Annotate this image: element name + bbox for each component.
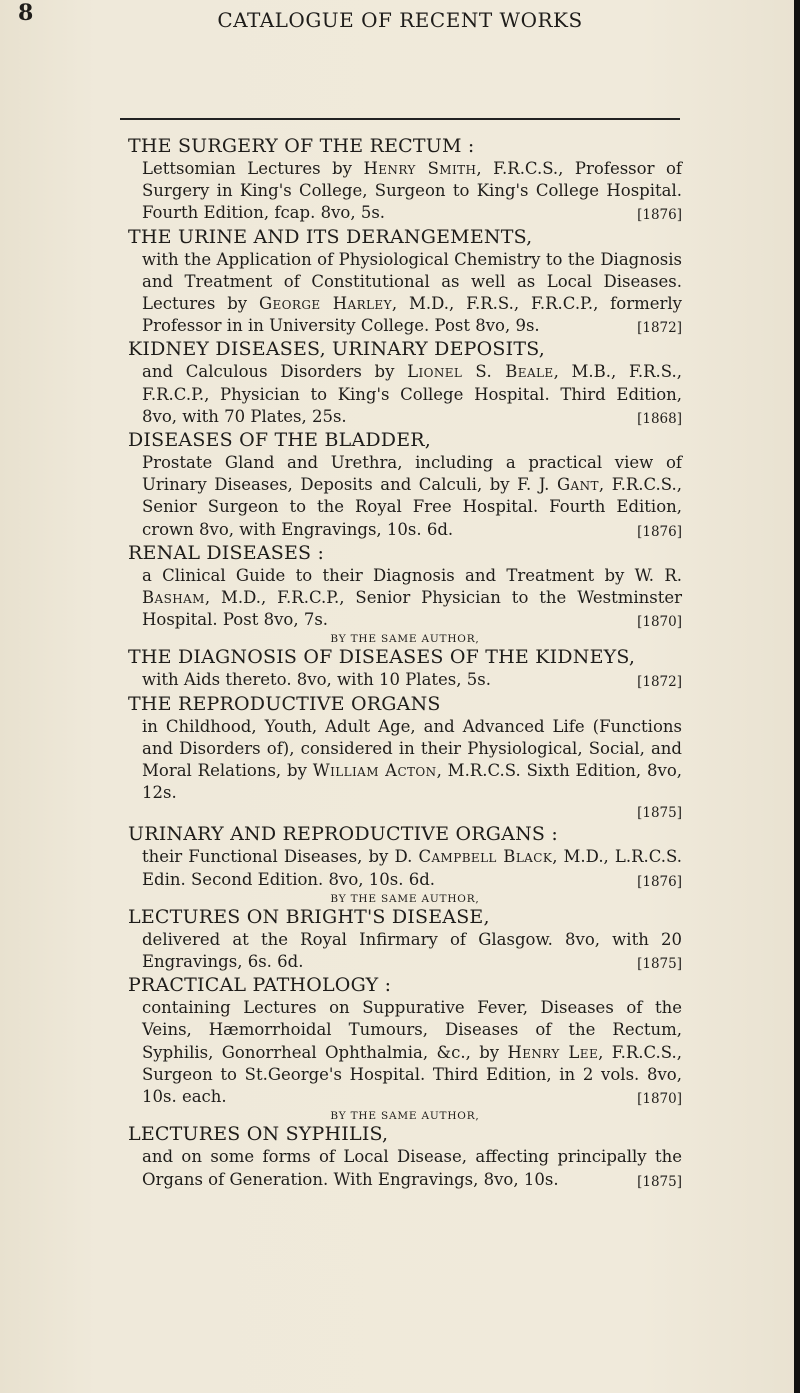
entry-title: THE DIAGNOSIS OF DISEASES OF THE KIDNEYS,: [128, 646, 636, 669]
entry-description: [142, 361, 682, 428]
entry-author: Lionel S. Beale: [407, 362, 554, 382]
entry-description: [142, 716, 682, 805]
entry-title: URINARY AND REPRODUCTIVE ORGANS :: [128, 823, 558, 846]
catalogue-entry: [128, 633, 682, 691]
entry-text: their Functional Diseases, by D.: [142, 847, 419, 867]
entry-text: with the Application of Physiological Chemistry to the Diagnosis and Treatment of Constitutional as well as Local Diseases. Lectures by: [142, 249, 682, 314]
catalogue-entry: [128, 541, 682, 632]
entry-description: [142, 452, 682, 541]
entry-title: RENAL DISEASES :: [128, 541, 325, 564]
entry-title: DISEASES OF THE BLADDER,: [128, 429, 432, 452]
entry-description: [142, 1146, 682, 1190]
entry-title: THE URINE AND ITS DERANGEMENTS,: [128, 225, 533, 248]
entry-text: in Childhood, Youth, Adult Age, and Advanced Life (Functions and Disorders of), considered in their Physiological, Social, and Moral Relations, by: [142, 716, 682, 781]
entry-title: PRACTICAL PATHOLOGY :: [128, 974, 392, 997]
entry-title: KIDNEY DISEASES, URINARY DEPOSITS,: [128, 338, 545, 361]
entry-description: [142, 669, 682, 691]
entry-description: [142, 997, 682, 1108]
entry-text: containing Lectures on Suppurative Fever, Diseases of the Veins, Hæmorrhoidal Tumours, Diseases of the Rectum, Syphilis, Gonorrheal Ophthalmia, &c., by: [142, 998, 682, 1062]
running-title: CATALOGUE OF RECENT WORKS: [217, 8, 583, 32]
entry-description: [142, 929, 682, 973]
page-edge: [794, 0, 800, 1393]
entry-author: Basham: [142, 588, 205, 608]
catalogue-entry: [128, 225, 682, 338]
entry-author: George Harley: [258, 294, 392, 314]
entry-text: , M.D., F.R.S., F.R.C.P., formerly Professor in in University College. Post 8vo, 9s.: [142, 294, 682, 336]
entry-text: delivered at the Royal Infirmary of Glasgow. 8vo, with 20 Engravings, 6s. 6d.: [142, 929, 682, 972]
entry-author: Henry Lee: [507, 1042, 599, 1062]
entry-title: LECTURES ON BRIGHT'S DISEASE,: [128, 905, 490, 928]
entry-year: [1872]: [637, 320, 682, 337]
entry-text: , M.D., L.R.C.S. Edin. Second Edition. 8vo, 10s. 6d.: [142, 847, 682, 889]
entry-text: with Aids thereto. 8vo, with 10 Plates, 5s.: [142, 670, 491, 690]
entry-text: , F.R.C.S., Senior Surgeon to the Royal Free Hospital. Fourth Edition, crown 8vo, with Engravings, 10s. 6d.: [142, 475, 682, 539]
entry-author: William Acton: [312, 761, 437, 781]
entry-text: , M.B., F.R.S., F.R.C.P., Physician to King's College Hospital. Third Edition, 8vo, with 70 Plates, 25s.: [142, 362, 682, 426]
entry-year: [1870]: [637, 1091, 682, 1108]
catalogue-entry: [128, 692, 682, 823]
year-line: [128, 804, 682, 822]
catalogue-entry: [128, 822, 682, 890]
entry-text: , F.R.C.S., Surgeon to St.George's Hospital. Third Edition, in 2 vols. 8vo, 10s. each.: [142, 1042, 682, 1107]
entry-text: and Calculous Disorders by: [142, 362, 408, 382]
byline: BY THE SAME AUTHOR,: [330, 1110, 480, 1123]
entry-author: Campbell Black: [418, 847, 553, 867]
catalogue-entry: [128, 134, 682, 225]
entry-year: [1875]: [637, 956, 682, 973]
catalogue-entry: [128, 337, 682, 428]
entry-year: [1872]: [637, 674, 682, 691]
entry-text: a Clinical Guide to their Diagnosis and Treatment by W. R.: [142, 565, 682, 585]
header-rule: [120, 118, 680, 120]
entry-text: , F.R.C.S., Professor of Surgery in King's College, Surgeon to King's College Hospital. Fourth Edition, fcap. 8vo, 5s.: [142, 159, 682, 223]
byline: BY THE SAME AUTHOR,: [330, 633, 480, 646]
entry-description: [142, 158, 682, 225]
entry-author: Henry Smith: [363, 159, 477, 178]
catalogue-entry: [128, 1110, 682, 1190]
entry-text: , M.D., F.R.C.P., Senior Physician to the Westminster Hospital. Post 8vo, 7s.: [142, 588, 682, 630]
entry-year: [1876]: [637, 873, 682, 890]
entry-year: [1876]: [637, 207, 682, 224]
entry-year: [1875]: [637, 1173, 682, 1190]
entry-title: LECTURES ON SYPHILIS,: [128, 1123, 389, 1146]
entry-description: [142, 565, 682, 632]
entry-year: [1870]: [637, 614, 682, 631]
entry-description: [142, 846, 682, 890]
byline: BY THE SAME AUTHOR,: [330, 892, 480, 905]
entry-text: , M.R.C.S. Sixth Edition, 8vo, 12s.: [142, 761, 683, 803]
catalogue-entry: [128, 428, 682, 541]
entry-title: THE SURGERY OF THE RECTUM :: [128, 135, 475, 157]
entry-text: Prostate Gland and Urethra, including a practical view of Urinary Diseases, Deposits and Calculi, by F. J.: [142, 453, 682, 495]
entry-year: [1868]: [637, 410, 682, 427]
catalogue-entry: [128, 973, 682, 1108]
entry-description: [142, 249, 682, 338]
entry-text: and on some forms of Local Disease, affecting principally the Organs of Generation. With Engravings, 8vo, 10s.: [142, 1147, 682, 1189]
page-number: 8: [18, 0, 34, 26]
entry-text: Lettsomian Lectures by: [142, 159, 364, 178]
entry-year: [1876]: [637, 523, 682, 540]
entry-title: THE REPRODUCTIVE ORGANS: [128, 692, 441, 715]
entry-year: [1875]: [637, 805, 682, 822]
entry-author: Gant: [556, 475, 599, 495]
catalogue-entries: [128, 134, 682, 1193]
catalogue-entry: [128, 893, 682, 973]
